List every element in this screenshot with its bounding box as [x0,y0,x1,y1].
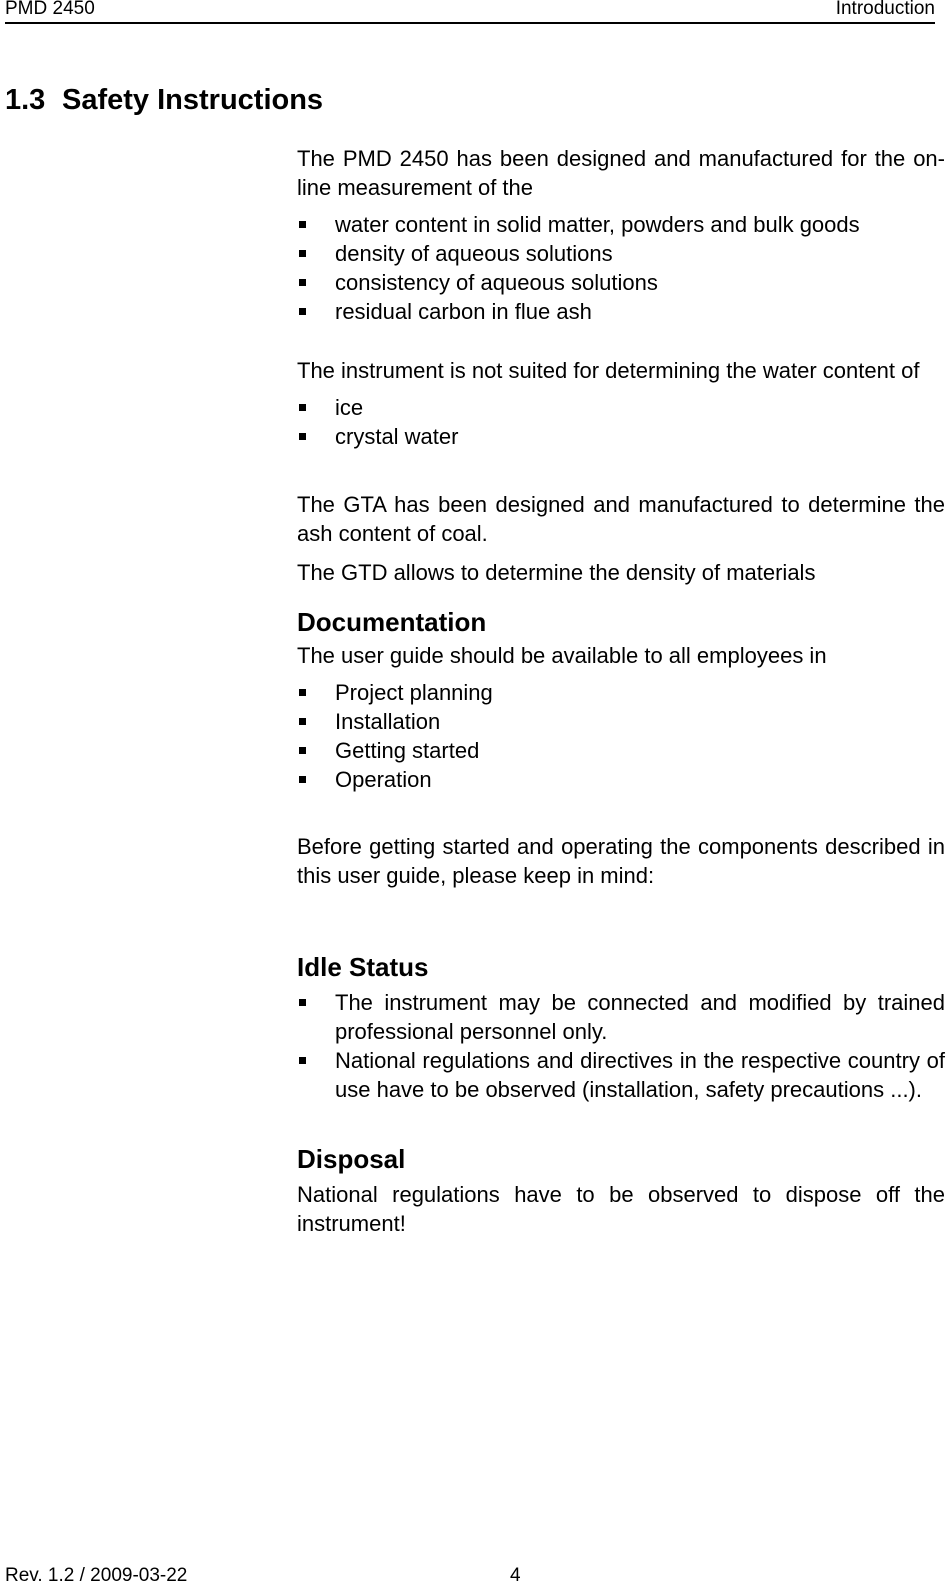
square-bullet-icon [299,250,306,257]
documentation-paragraph: The user guide should be available to all employees in [297,643,827,668]
list-item: Getting started [297,736,945,765]
disposal-paragraph: National regulations have to be observed to dispose off the instrument! [297,1182,945,1236]
list-item: consistency of aqueous solutions [297,268,945,297]
square-bullet-icon [299,433,306,440]
section-title: Safety Instructions [62,84,324,116]
list-item: residual carbon in flue ash [297,297,945,326]
list-item: National regulations and directives in the respective country of use have to be observed (installation, safety precautions ...). [297,1046,945,1104]
header-product-name: PMD 2450 [5,0,95,19]
documentation-list [297,678,945,794]
list-item: water content in solid matter, powders and bulk goods [297,210,945,239]
list-item: density of aqueous solutions [297,239,945,268]
square-bullet-icon [299,689,306,696]
page-header [5,0,935,24]
not-suited-paragraph: The instrument is not suited for determining the water content of [297,358,920,383]
header-chapter-name: Introduction [835,0,935,19]
square-bullet-icon [299,404,306,411]
square-bullet-icon [299,718,306,725]
idle-status-heading: Idle Status [297,952,429,982]
gtd-paragraph: The GTD allows to determine the density of materials [297,560,816,585]
square-bullet-icon [299,999,306,1006]
square-bullet-icon [299,221,306,228]
list-item: Installation [297,707,945,736]
idle-status-list [297,988,945,1104]
measurement-list [297,210,945,326]
square-bullet-icon [299,308,306,315]
revision-date: Rev. 1.2 / 2009-03-22 [5,1565,188,1586]
documentation-heading: Documentation [297,607,487,637]
section-number: 1.3 [5,84,46,116]
list-item: Operation [297,765,945,794]
list-item: The instrument may be connected and modified by trained professional personnel only. [297,988,945,1046]
main-content [297,144,945,1238]
square-bullet-icon [299,776,306,783]
square-bullet-icon [299,279,306,286]
gta-paragraph: The GTA has been designed and manufactured to determine the ash content of coal. [297,492,945,546]
disposal-heading: Disposal [297,1144,406,1174]
before-starting-paragraph: Before getting started and operating the components described in this user guide, please keep in mind: [297,834,945,888]
list-item: ice [297,393,945,422]
square-bullet-icon [299,747,306,754]
intro-paragraph: The PMD 2450 has been designed and manufactured for the on-line measurement of the [297,146,945,200]
square-bullet-icon [299,1057,306,1064]
page-number: 4 [510,1565,521,1586]
not-suited-list [297,393,945,451]
list-item: Project planning [297,678,945,707]
section-heading [5,82,323,118]
list-item: crystal water [297,422,945,451]
